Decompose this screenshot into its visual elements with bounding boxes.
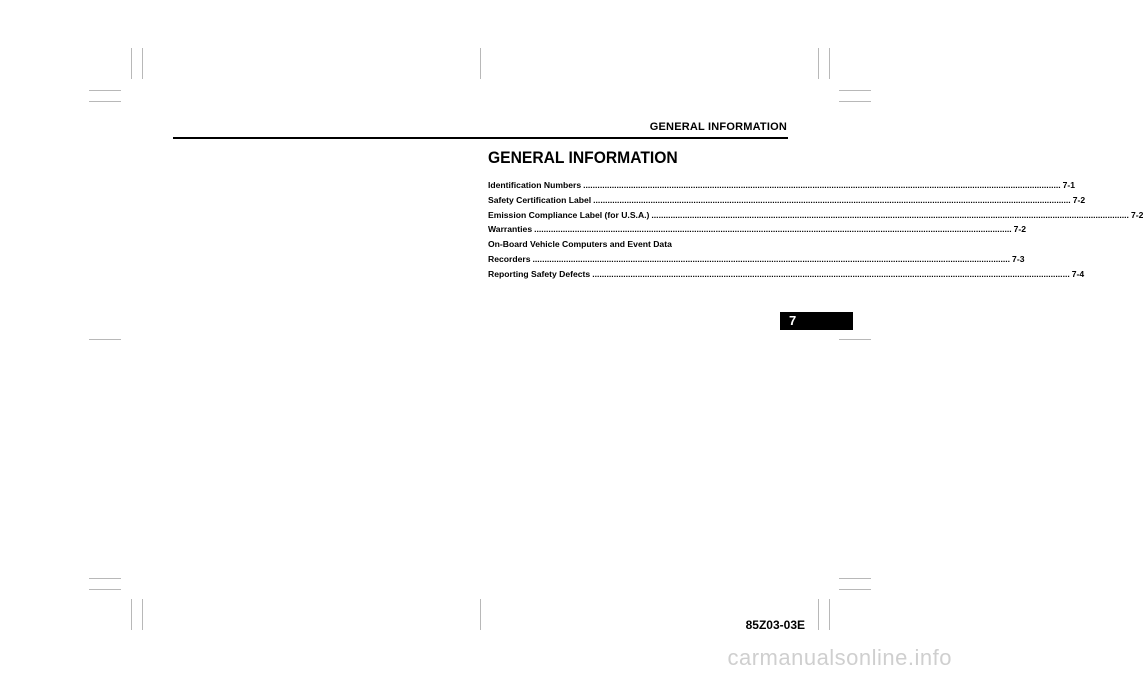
toc-entry-title: Reporting Safety Defects (488, 268, 591, 279)
crop-mark (131, 599, 132, 630)
crop-mark (839, 589, 871, 590)
toc-entry-title: Safety Certification Label (488, 194, 592, 205)
toc-leader-dots: ........................................................................................................................................................................................................ (532, 253, 1011, 264)
running-header: GENERAL INFORMATION (649, 121, 787, 133)
page-title: GENERAL INFORMATION (488, 148, 678, 167)
toc-entry-page: 7-2 (1130, 209, 1143, 220)
table-of-contents (488, 178, 1143, 282)
toc-leader-dots: ........................................................................................................................................................................................................ (593, 194, 1071, 205)
toc-entry-title: Identification Numbers (488, 180, 582, 190)
crop-mark (480, 48, 481, 79)
toc-entry-title: Warranties (488, 224, 533, 235)
crop-mark (839, 101, 871, 102)
toc-entry[interactable] (488, 222, 1027, 237)
toc-entry-page: 7-1 (1062, 180, 1076, 190)
crop-mark (89, 589, 121, 590)
chapter-number: 7 (789, 313, 797, 328)
watermark: carmanualsonline.info (727, 645, 952, 670)
toc-entry-page: 7-3 (1012, 253, 1025, 264)
toc-entry[interactable] (488, 252, 1025, 267)
toc-leader-dots: ........................................................................................................................................................................................................ (534, 224, 1012, 235)
crop-mark (480, 599, 481, 630)
crop-mark (818, 599, 819, 630)
toc-leader-dots: ........................................................................................................................................................................................................ (583, 180, 1061, 190)
crop-mark (131, 48, 132, 79)
toc-entry[interactable] (488, 208, 1143, 223)
crop-mark (89, 578, 121, 579)
toc-entry[interactable] (488, 178, 1076, 193)
toc-entry[interactable] (488, 237, 778, 252)
toc-entry-title: On-Board Vehicle Computers and Event Data (488, 239, 672, 250)
document-code: 85Z03-03E (745, 618, 805, 632)
toc-entry-page: 7-2 (1072, 194, 1086, 205)
crop-mark (89, 90, 121, 91)
crop-mark (142, 599, 143, 630)
crop-mark (818, 48, 819, 79)
crop-mark (839, 339, 871, 340)
toc-entry-page: 7-4 (1071, 268, 1085, 279)
crop-mark (839, 578, 871, 579)
crop-mark (142, 48, 143, 79)
crop-mark (829, 48, 830, 79)
crop-mark (89, 101, 121, 102)
header-rule (173, 137, 788, 139)
toc-entry-title: Recorders (488, 253, 531, 264)
toc-entry-title: Emission Compliance Label (for U.S.A.) (488, 209, 650, 220)
toc-leader-dots: ........................................................................................................................................................................................................ (651, 209, 1129, 220)
toc-entry[interactable] (488, 267, 1085, 282)
toc-entry[interactable] (488, 193, 1086, 208)
crop-mark (829, 599, 830, 630)
chapter-tab (780, 312, 853, 330)
toc-entry-page: 7-2 (1013, 224, 1027, 235)
crop-mark (839, 90, 871, 91)
crop-mark (89, 339, 121, 340)
toc-leader-dots: ........................................................................................................................................................................................................ (592, 268, 1070, 279)
